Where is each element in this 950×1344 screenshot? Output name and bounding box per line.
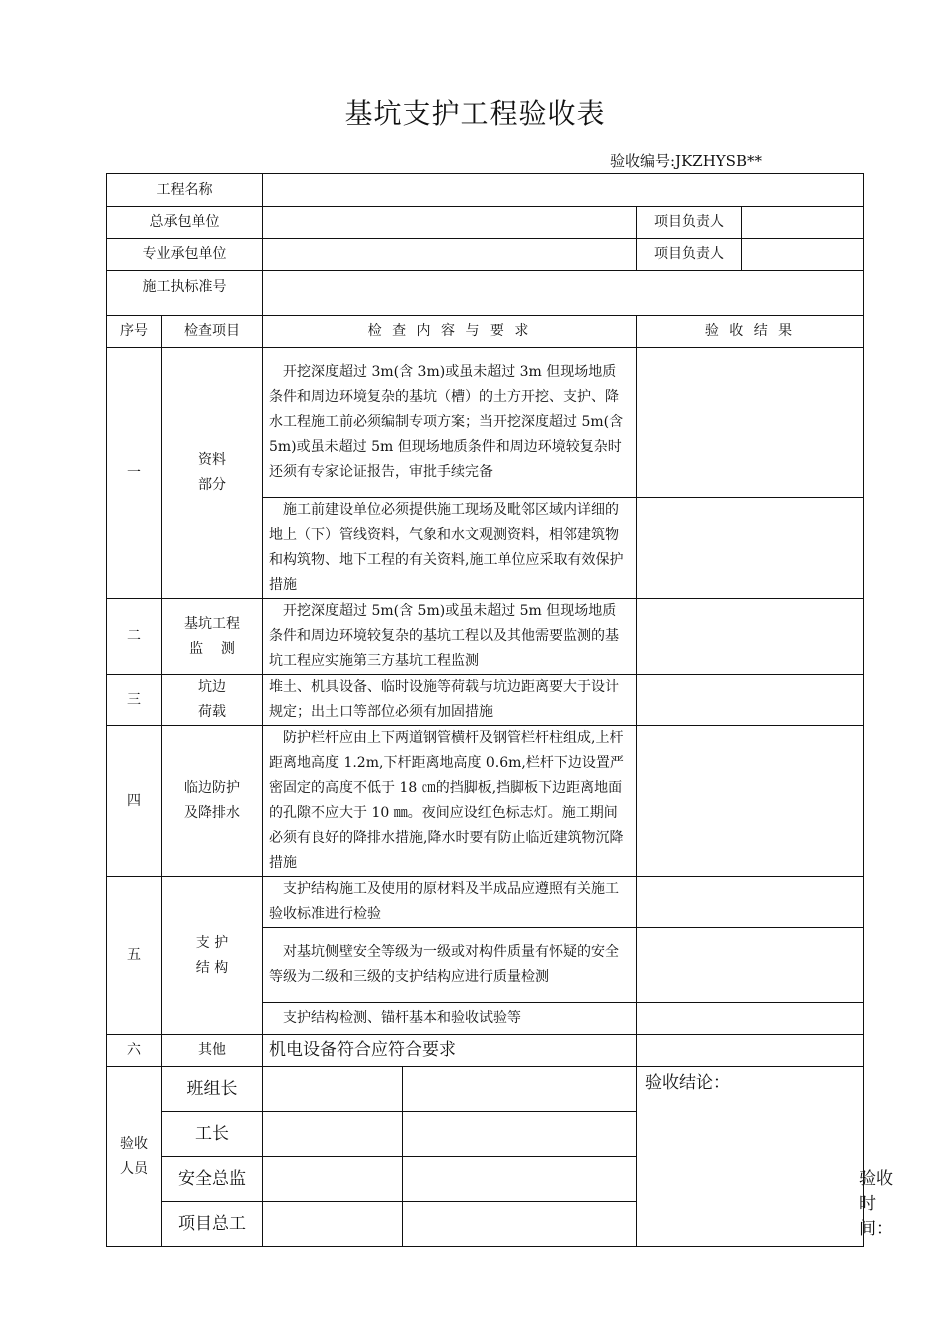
section-no: 三: [107, 675, 162, 726]
specialty-contractor-value[interactable]: [263, 239, 637, 271]
result-cell[interactable]: [637, 348, 864, 498]
result-cell[interactable]: [637, 1003, 864, 1035]
section-item: 坑边 荷载: [162, 675, 263, 726]
row-headers: [107, 316, 864, 348]
header-item: 检查项目: [162, 316, 263, 348]
requirement-text: 堆土、机具设备、临时设施等荷载与坑边距离要大于设计规定；出土口等部位必须有加固措施: [263, 675, 637, 726]
row-project-name: [107, 174, 864, 207]
signature-chief-engineer[interactable]: [263, 1202, 403, 1246]
requirement-text: 开挖深度超过 3m(含 3m)或虽未超过 3m 但现场地质条件和周边环境复杂的基坑（槽）的土方开挖、支护、降水工程施工前必须编制专项方案；当开挖深度超过 5m(含 5m)或虽未超过 5m 但现场地质条件和周边环境较复杂时还须有专家论证报告，审批手续完备: [263, 348, 637, 498]
standard-label: 施工执标准号: [107, 271, 263, 316]
section-no: 二: [107, 599, 162, 675]
general-contractor-value[interactable]: [263, 207, 637, 239]
header-content: 检 查 内 容 与 要 求: [263, 316, 637, 348]
section-no: 一: [107, 348, 162, 599]
row-specialty-contractor: [107, 239, 864, 271]
table-row: [107, 348, 864, 498]
row-general-contractor: [107, 207, 864, 239]
conclusion-box[interactable]: [637, 1067, 893, 1247]
section-item: 基坑工程 监 测: [162, 599, 263, 675]
role-foreman: 工长: [162, 1112, 263, 1157]
general-contractor-label: 总承包单位: [107, 207, 263, 239]
project-manager-label: 项目负责人: [637, 207, 742, 239]
role-safety-director: 安全总监: [162, 1157, 263, 1202]
specialty-contractor-label: 专业承包单位: [107, 239, 263, 271]
standard-value[interactable]: [263, 271, 864, 316]
row-standard: [107, 271, 864, 316]
header-result: 验 收 结 果: [637, 316, 864, 348]
requirement-text: 防护栏杆应由上下两道钢管横杆及钢管栏杆柱组成,上杆距离地高度 1.2m,下杆距离地高度 0.6m,栏杆下边设置严密固定的高度不低于 18 ㎝的挡脚板,挡脚板下边距离地面的孔隙不应大于 10 ㎜。夜间应设红色标志灯。施工期间必须有良好的降排水措施,降水时要有防止临近建筑物沉降措施: [263, 726, 637, 877]
section-no: 四: [107, 726, 162, 877]
requirement-text: 施工前建设单位必须提供施工现场及毗邻区域内详细的地上（下）管线资料，气象和水文观测资料，相邻建筑物和构筑物、地下工程的有关资料,施工单位应采取有效保护措施: [263, 498, 637, 599]
requirement-text: 机电设备符合应符合要求: [263, 1035, 637, 1067]
section-item: 支 护 结 构: [162, 877, 263, 1035]
requirement-text: 开挖深度超过 5m(含 5m)或虽未超过 5m 但现场地质条件和周边环境较复杂的基坑工程以及其他需要监测的基坑工程应实施第三方基坑工程监测: [263, 599, 637, 675]
acceptance-code: 验收编号:JKZHYSB**: [610, 152, 762, 170]
table-row: [107, 599, 864, 675]
section-no: 六: [107, 1035, 162, 1067]
specialty-manager-label: 项目负责人: [637, 239, 742, 271]
signature-safety-director[interactable]: [263, 1157, 403, 1201]
project-name-label: 工程名称: [107, 174, 263, 207]
result-cell[interactable]: [637, 675, 864, 726]
result-cell[interactable]: [637, 928, 864, 1003]
result-cell[interactable]: [637, 1035, 864, 1067]
project-manager-value[interactable]: [742, 207, 864, 239]
result-cell[interactable]: [637, 726, 864, 877]
section-item: 临边防护 及降排水: [162, 726, 263, 877]
header-no: 序号: [107, 316, 162, 348]
signoff-split: [263, 1202, 637, 1247]
result-cell[interactable]: [637, 599, 864, 675]
signature-team-leader[interactable]: [263, 1067, 403, 1111]
section-item: 资料 部分: [162, 348, 263, 599]
role-chief-engineer: 项目总工: [162, 1202, 263, 1247]
result-cell[interactable]: [637, 877, 864, 928]
acceptance-personnel-label: 验收 人员: [107, 1067, 162, 1247]
table-row: [107, 675, 864, 726]
result-cell[interactable]: [637, 498, 864, 599]
section-item: 其他: [162, 1035, 263, 1067]
conclusion-label: 验收结论：: [645, 1073, 730, 1093]
table-row: [107, 1035, 864, 1067]
role-team-leader: 班组长: [162, 1067, 263, 1112]
requirement-text: 支护结构检测、锚杆基本和验收试验等: [263, 1003, 637, 1035]
acceptance-time-label: 验收时间：: [859, 1169, 893, 1239]
section-no: 五: [107, 877, 162, 1035]
form-title: 基坑支护工程验收表: [344, 97, 606, 130]
acceptance-form-table: [106, 173, 893, 1247]
signoff-split: [263, 1157, 637, 1202]
requirement-text: 支护结构施工及使用的原材料及半成品应遵照有关施工验收标准进行检验: [263, 877, 637, 928]
project-name-value[interactable]: [263, 174, 864, 207]
signoff-split: [263, 1112, 637, 1157]
table-row: [107, 726, 864, 877]
requirement-text: 对基坑侧壁安全等级为一级或对构件质量有怀疑的安全等级为二级和三级的支护结构应进行质量检测: [263, 928, 637, 1003]
signature-foreman[interactable]: [263, 1112, 403, 1156]
table-row: [107, 877, 864, 928]
specialty-manager-value[interactable]: [742, 239, 864, 271]
signoff-row: [107, 1067, 864, 1112]
signoff-split: [263, 1067, 637, 1112]
